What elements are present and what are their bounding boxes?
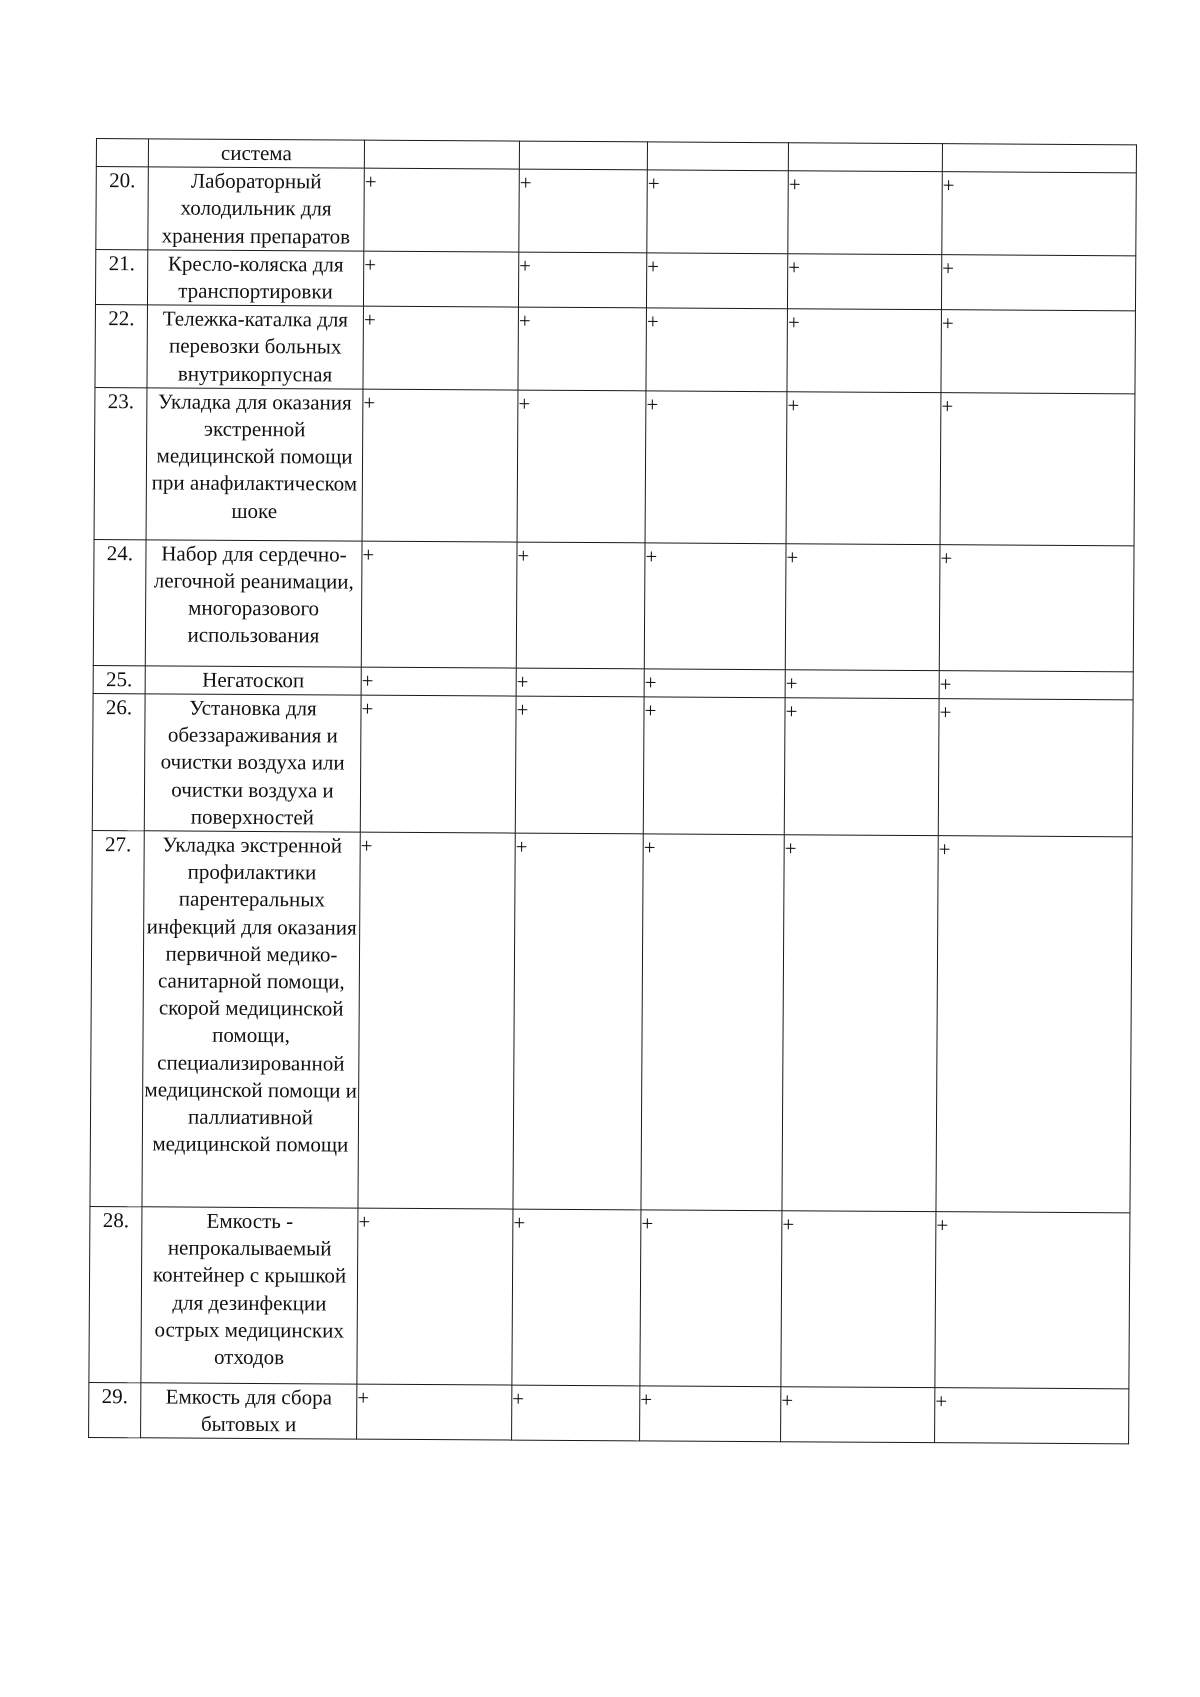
- availability-mark: +: [940, 392, 1135, 545]
- availability-mark: +: [516, 542, 645, 669]
- row-number: 27.: [90, 831, 144, 1207]
- availability-mark: +: [643, 697, 785, 835]
- equipment-name: Кресло-коляска для транспортировки: [147, 250, 363, 307]
- availability-mark: +: [360, 695, 516, 833]
- availability-mark: +: [640, 1386, 781, 1442]
- equipment-name: Емкость - непрокалываемый контейнер с крышкой для дезинфекции острых медицинских отходов: [141, 1207, 358, 1384]
- availability-mark: +: [647, 170, 789, 253]
- availability-mark: +: [517, 390, 646, 543]
- availability-mark: [519, 141, 647, 170]
- availability-mark: +: [782, 835, 938, 1212]
- availability-mark: +: [645, 391, 787, 544]
- availability-mark: [647, 142, 788, 171]
- availability-mark: +: [644, 669, 785, 698]
- availability-mark: +: [513, 833, 643, 1210]
- row-number: [96, 139, 148, 168]
- availability-mark: +: [518, 307, 647, 390]
- availability-mark: +: [935, 1212, 1130, 1389]
- row-number: 23.: [94, 387, 147, 539]
- equipment-name: Укладка для оказания экстренной медицинской помощи при анафилактическом шоке: [146, 388, 363, 541]
- row-number: 25.: [93, 665, 145, 694]
- availability-mark: [788, 143, 942, 172]
- row-number: 21.: [95, 249, 147, 305]
- row-number: 22.: [95, 305, 148, 388]
- availability-mark: +: [788, 171, 943, 255]
- equipment-table: [88, 138, 1137, 1445]
- availability-mark: +: [646, 253, 787, 309]
- row-number: 29.: [89, 1383, 141, 1439]
- availability-mark: +: [641, 834, 784, 1211]
- row-number: 26.: [92, 694, 145, 831]
- availability-mark: +: [938, 699, 1133, 837]
- availability-mark: [364, 140, 519, 169]
- equipment-name: Тележка-каталка для перевозки больных внутрикорпусная: [147, 305, 364, 389]
- availability-mark: +: [781, 1387, 935, 1443]
- availability-mark: +: [785, 544, 940, 671]
- table-row: [94, 387, 1135, 545]
- availability-mark: +: [516, 668, 644, 697]
- table-row: [89, 1207, 1130, 1389]
- equipment-table-body: [89, 139, 1137, 1445]
- availability-mark: +: [646, 308, 788, 391]
- availability-mark: +: [640, 1210, 782, 1387]
- availability-mark: +: [515, 696, 644, 834]
- availability-mark: +: [941, 310, 1136, 394]
- equipment-name: Установка для обеззараживания и очистки воздуха или очистки воздуха и поверхностей: [144, 694, 361, 832]
- table-row: [93, 539, 1134, 671]
- availability-mark: +: [512, 1385, 640, 1441]
- equipment-name: система: [148, 139, 364, 169]
- equipment-name: Набор для сердечно-легочной реанимации, многоразового использования: [145, 540, 362, 667]
- availability-mark: +: [512, 1209, 641, 1386]
- table-row: [90, 831, 1132, 1213]
- availability-mark: +: [935, 1388, 1129, 1445]
- availability-mark: +: [363, 251, 518, 307]
- table-row: [95, 249, 1135, 311]
- equipment-name: Укладка экстренной профилактики парентеральных инфекций для оказания первичной медико-санитарной помощи, скорой медицинской помощи, специализированной медицинской помощи и паллиативной медицинской помощи: [142, 831, 360, 1208]
- availability-mark: +: [942, 172, 1137, 256]
- availability-mark: +: [519, 169, 648, 252]
- availability-mark: +: [364, 168, 520, 252]
- availability-mark: +: [363, 306, 519, 390]
- availability-mark: +: [787, 309, 942, 393]
- availability-mark: +: [786, 392, 941, 545]
- availability-mark: +: [362, 389, 518, 542]
- equipment-name: Негатоскоп: [145, 666, 361, 696]
- row-number: 20.: [96, 167, 149, 250]
- equipment-name: Лабораторный холодильник для хранения препаратов: [148, 167, 365, 251]
- table-row: [89, 1383, 1129, 1445]
- availability-mark: [942, 144, 1136, 173]
- availability-mark: +: [518, 252, 646, 308]
- availability-mark: +: [941, 254, 1135, 311]
- availability-mark: +: [784, 698, 939, 836]
- availability-mark: +: [936, 836, 1132, 1213]
- row-number: 28.: [89, 1207, 142, 1383]
- row-number: 24.: [93, 539, 146, 665]
- table-row: [96, 167, 1136, 256]
- availability-mark: +: [357, 1384, 512, 1440]
- availability-mark: +: [358, 832, 515, 1209]
- table-row: [92, 694, 1133, 837]
- availability-mark: +: [787, 254, 941, 310]
- table-row: [95, 305, 1135, 394]
- availability-mark: +: [644, 543, 786, 670]
- availability-mark: +: [939, 544, 1134, 671]
- availability-mark: +: [361, 667, 516, 696]
- availability-mark: +: [361, 541, 517, 668]
- availability-mark: +: [357, 1208, 513, 1385]
- availability-mark: +: [781, 1211, 936, 1388]
- availability-mark: +: [939, 670, 1133, 699]
- equipment-name: Емкость для сбора бытовых и: [141, 1383, 357, 1440]
- availability-mark: +: [785, 670, 939, 699]
